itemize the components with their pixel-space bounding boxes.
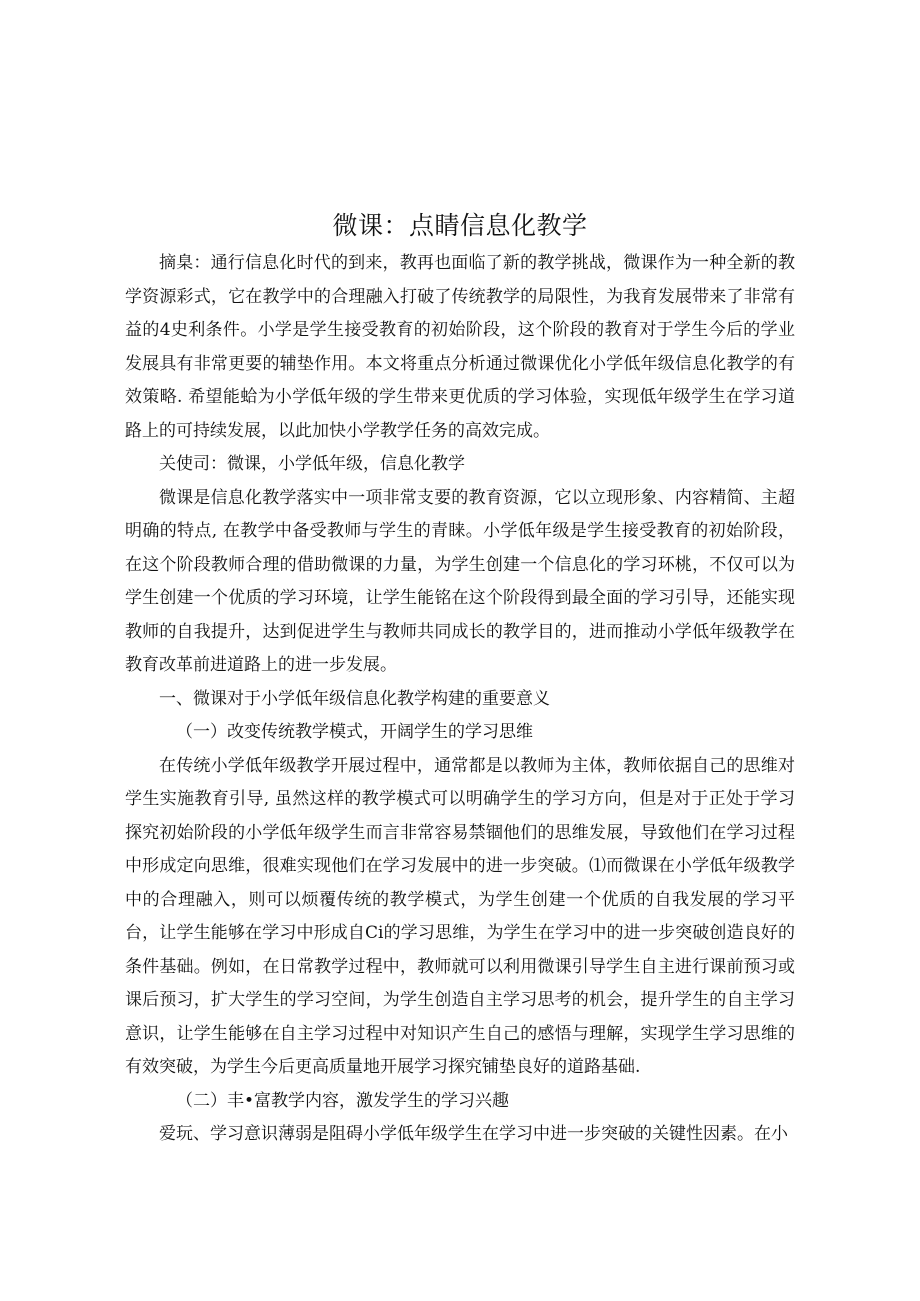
document-body <box>125 247 795 1152</box>
body-paragraph-2: 爱玩、学习意识薄弱是阻碍小学低年级学生在学习中进一步突破的关键性因素。在小 <box>159 1124 788 1144</box>
keywords-paragraph: 关使司：微课，小学低年级，信息化教学 <box>159 454 465 474</box>
abstract-paragraph: 摘臬：通行信息化时代的到来，教再也面临了新的教学挑战，微课作为一种全新的教学资源彩式，它在教学中的合理融入打破了传统教学的局限性，为我育发展带来了非常有益的4史利条件。小学是学生接受教育的初始阶段，这个阶段的教育对于学生今后的学业发展具有非常更要的辅垫作用。本文将重点分析通过微课优化小学低年级信息化教学的有效策略. 希望能蛤为小学低年级的学生带来更优质的学习体验，实现低年级学生在学习道路上的可持续发展，以此加快小学教学任务的高效完成。 <box>125 253 795 441</box>
section-heading-1: 一、微课对于小学低年级信息化教学构建的重要意义 <box>159 688 550 709</box>
document-title: 微课：点睛信息化教学 <box>332 211 588 240</box>
intro-paragraph: 微课是信息化教学落实中一项非常支要的教育资源，它以立现形象、内容精简、主超明确的特点, 在教学中备受教师与学生的青睐。小学低年级是学生接受教育的初始阶段，在这个阶段教师合理的借助微课的力量，为学生创建一个信息化的学习环桃，不仅可以为学生创建一个优质的学习环境，让学生能铭在这个阶段得到最全面的学习引导，还能实现教师的自我提升，达到促进学生与教师共同成长的教学目的，进而推动小学低年级教学在教育改革前进道路上的进一步发展。 <box>125 487 795 675</box>
body-paragraph-1: 在传统小学低年级教学开展过程中，通常都是以教师为主体，教师依据自己的思维对学生实施教育引导, 虽然这样的教学模式可以明确学生的学习方向，但是对于正处于学习探究初始阶段的小学低年级学生而言非常容易禁锢他们的思维发展，导致他们在学习过程中形成定向思维，很难实现他们在学习发展中的进一步突破。⑴而微课在小学低年级教学中的合理融入，则可以烦覆传统的教学模式，为学生创建一个优质的自我发展的学习平台，让学生能够在学习中形成自Ci的学习思维，为学生在学习中的进一步突破创造良好的条件基础。例如，在日常教学过程中，教师就可以利用微课引导学生自主进行课前预习或课后预习，扩大学生的学习空间，为学生创造自主学习思考的机会，提升学生的自主学习意识，让学生能够在自主学习过程中对知识产生自己的感悟与理解，实现学生学习思维的有效突破，为学生今后更高质量地开展学习探究铺垫良好的道路基础. <box>125 755 795 1077</box>
subsection-heading-1: （一）改变传统教学模式，开阔学生的学习思维 <box>176 722 533 742</box>
subsection-heading-2: （二）丰•富教学内容，激发学生的学习兴趣 <box>176 1090 510 1111</box>
